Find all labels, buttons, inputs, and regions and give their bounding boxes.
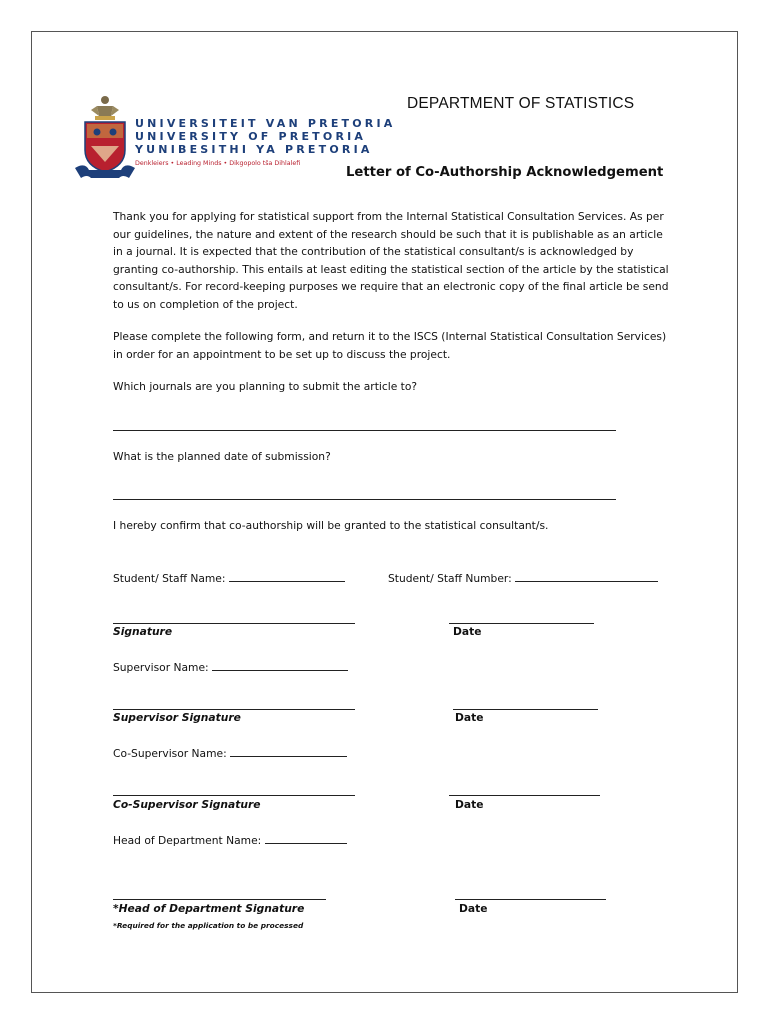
supervisor-date-label: Date — [455, 711, 484, 724]
supervisor-name-row — [113, 660, 348, 674]
signature-line[interactable] — [113, 623, 355, 624]
signature-label: Signature — [113, 625, 173, 638]
university-name-afrikaans: UNIVERSITEIT VAN PRETORIA — [135, 117, 396, 130]
supervisor-signature-line[interactable] — [113, 709, 355, 710]
submission-date-answer-line[interactable] — [113, 499, 616, 500]
date-line[interactable] — [449, 623, 594, 624]
hod-signature-label: *Head of Department Signature — [113, 902, 305, 915]
supervisor-name-field[interactable] — [212, 660, 348, 671]
hod-name-row — [113, 833, 347, 847]
supervisor-date-line[interactable] — [453, 709, 598, 710]
department-heading: DEPARTMENT OF STATISTICS — [407, 95, 635, 112]
document-page — [31, 31, 738, 993]
required-footnote: *Required for the application to be processed — [113, 921, 304, 930]
cosupervisor-date-line[interactable] — [449, 795, 600, 796]
supervisor-signature-label: Supervisor Signature — [113, 711, 241, 724]
cosupervisor-name-row — [113, 746, 347, 760]
hod-name-field[interactable] — [265, 833, 347, 844]
student-name-row — [113, 571, 345, 585]
student-name-field[interactable] — [229, 571, 345, 582]
cosupervisor-signature-line[interactable] — [113, 795, 355, 796]
instructions-paragraph: Please complete the following form, and return it to the ISCS (Internal Statistical Consultation Services) in order for an appointment to be set up to discuss the project. — [113, 330, 667, 361]
student-number-field[interactable] — [515, 571, 658, 582]
cosupervisor-name-label: Co-Supervisor Name: — [113, 747, 227, 760]
cosupervisor-date-label: Date — [455, 798, 484, 811]
journals-answer-line[interactable] — [113, 430, 616, 431]
submission-date-question: What is the planned date of submission? — [113, 450, 331, 463]
journals-question: Which journals are you planning to submit the article to? — [113, 380, 418, 393]
student-name-label: Student/ Staff Name: — [113, 572, 226, 585]
intro-paragraph: Thank you for applying for statistical support from the Internal Statistical Consultation Services. As per our guidelines, the nature and extent of the research should be such that it is publishable as an article in a journal. It is expected that the contribution of the statistical consultant/s is acknowledged by granting co-authorship. This entails at least editing the statistical section of the article by the statistical consultant/s. For record-keeping purposes we require that an electronic copy of the final article be send to us on completion of the project. — [113, 210, 669, 311]
cosupervisor-name-field[interactable] — [230, 746, 347, 757]
university-crest-logo — [75, 92, 139, 200]
hod-name-label: Head of Department Name: — [113, 834, 262, 847]
hod-signature-line[interactable] — [113, 899, 326, 900]
university-name-sepedi: YUNIBESITHI YA PRETORIA — [135, 143, 373, 156]
date-label: Date — [453, 625, 482, 638]
student-number-row — [388, 571, 658, 585]
confirmation-statement: I hereby confirm that co-authorship will be granted to the statistical consultant/s. — [113, 519, 549, 532]
cosupervisor-signature-label: Co-Supervisor Signature — [113, 798, 261, 811]
student-number-label: Student/ Staff Number: — [388, 572, 512, 585]
university-tagline: Denkleiers • Leading Minds • Dikgopolo tša Dihlalefi — [135, 160, 301, 167]
document-title: Letter of Co-Authorship Acknowledgement — [346, 165, 664, 180]
hod-date-label: Date — [459, 902, 488, 915]
hod-date-line[interactable] — [455, 899, 606, 900]
supervisor-name-label: Supervisor Name: — [113, 661, 209, 674]
university-name-english: UNIVERSITY OF PRETORIA — [135, 130, 367, 143]
